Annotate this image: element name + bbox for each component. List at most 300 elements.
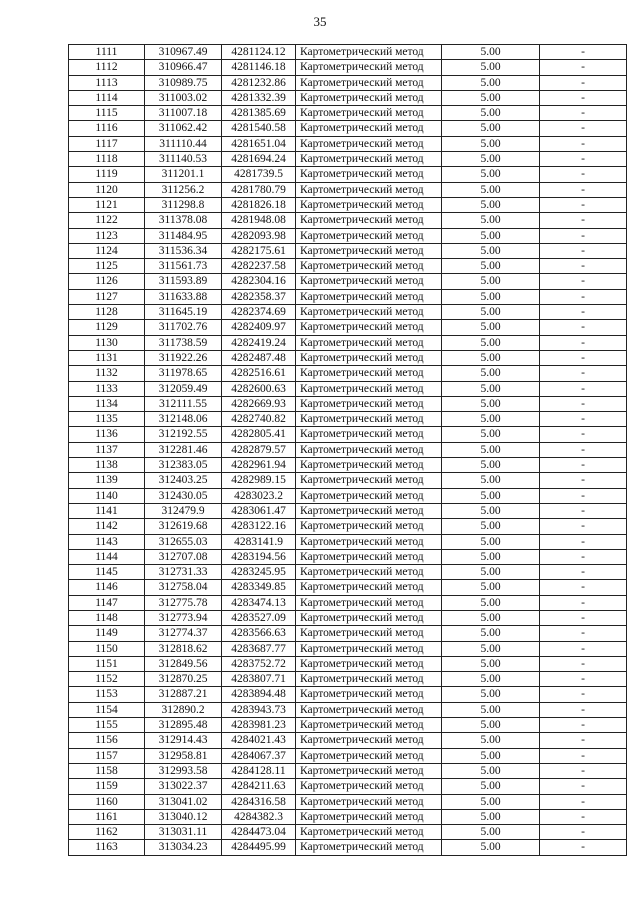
- cell-point-number: 1163: [69, 840, 145, 855]
- cell-y-coordinate: 4284067.37: [222, 748, 296, 763]
- cell-point-number: 1134: [69, 396, 145, 411]
- table-row: [69, 565, 627, 580]
- cell-note: -: [540, 503, 627, 518]
- table-row: [69, 152, 627, 167]
- cell-accuracy: 5.00: [442, 641, 540, 656]
- cell-method: Картометрический метод: [296, 809, 442, 824]
- cell-x-coordinate: 311298.8: [145, 197, 222, 212]
- cell-x-coordinate: 312890.2: [145, 702, 222, 717]
- cell-accuracy: 5.00: [442, 427, 540, 442]
- table-row: [69, 396, 627, 411]
- cell-x-coordinate: 312148.06: [145, 412, 222, 427]
- cell-x-coordinate: 311256.2: [145, 182, 222, 197]
- cell-note: -: [540, 488, 627, 503]
- table-row: [69, 656, 627, 671]
- cell-note: -: [540, 458, 627, 473]
- cell-y-coordinate: 4282961.94: [222, 458, 296, 473]
- cell-x-coordinate: 312479.9: [145, 503, 222, 518]
- cell-x-coordinate: 313040.12: [145, 809, 222, 824]
- cell-note: -: [540, 549, 627, 564]
- cell-accuracy: 5.00: [442, 228, 540, 243]
- cell-x-coordinate: 311062.42: [145, 121, 222, 136]
- table-row: [69, 381, 627, 396]
- cell-point-number: 1136: [69, 427, 145, 442]
- cell-x-coordinate: 312111.55: [145, 396, 222, 411]
- table-row: [69, 213, 627, 228]
- cell-point-number: 1150: [69, 641, 145, 656]
- table-row: [69, 794, 627, 809]
- cell-accuracy: 5.00: [442, 381, 540, 396]
- cell-y-coordinate: 4282093.98: [222, 228, 296, 243]
- cell-accuracy: 5.00: [442, 121, 540, 136]
- cell-method: Картометрический метод: [296, 687, 442, 702]
- cell-accuracy: 5.00: [442, 672, 540, 687]
- cell-method: Картометрический метод: [296, 243, 442, 258]
- cell-point-number: 1160: [69, 794, 145, 809]
- cell-method: Картометрический метод: [296, 197, 442, 212]
- cell-x-coordinate: 311738.59: [145, 335, 222, 350]
- table-row: [69, 259, 627, 274]
- cell-y-coordinate: 4282669.93: [222, 396, 296, 411]
- cell-point-number: 1157: [69, 748, 145, 763]
- cell-point-number: 1122: [69, 213, 145, 228]
- cell-note: -: [540, 305, 627, 320]
- table-row: [69, 473, 627, 488]
- cell-note: -: [540, 396, 627, 411]
- cell-method: Картометрический метод: [296, 45, 442, 60]
- table-row: [69, 580, 627, 595]
- cell-method: Картометрический метод: [296, 366, 442, 381]
- cell-point-number: 1131: [69, 350, 145, 365]
- cell-method: Картометрический метод: [296, 335, 442, 350]
- cell-y-coordinate: 4281739.5: [222, 167, 296, 182]
- cell-accuracy: 5.00: [442, 687, 540, 702]
- cell-point-number: 1126: [69, 274, 145, 289]
- cell-point-number: 1151: [69, 656, 145, 671]
- table-row: [69, 335, 627, 350]
- table-row: [69, 809, 627, 824]
- cell-point-number: 1158: [69, 763, 145, 778]
- cell-y-coordinate: 4281385.69: [222, 106, 296, 121]
- cell-accuracy: 5.00: [442, 45, 540, 60]
- cell-y-coordinate: 4282600.63: [222, 381, 296, 396]
- cell-note: -: [540, 381, 627, 396]
- table-row: [69, 748, 627, 763]
- cell-point-number: 1123: [69, 228, 145, 243]
- coordinates-table-body: [69, 45, 627, 856]
- cell-point-number: 1116: [69, 121, 145, 136]
- cell-accuracy: 5.00: [442, 458, 540, 473]
- cell-method: Картометрический метод: [296, 167, 442, 182]
- cell-x-coordinate: 311536.34: [145, 243, 222, 258]
- table-row: [69, 197, 627, 212]
- cell-accuracy: 5.00: [442, 366, 540, 381]
- cell-method: Картометрический метод: [296, 825, 442, 840]
- cell-y-coordinate: 4283349.85: [222, 580, 296, 595]
- cell-y-coordinate: 4281826.18: [222, 197, 296, 212]
- table-row: [69, 549, 627, 564]
- cell-method: Картометрический метод: [296, 75, 442, 90]
- cell-method: Картометрический метод: [296, 763, 442, 778]
- cell-x-coordinate: 311633.88: [145, 289, 222, 304]
- cell-accuracy: 5.00: [442, 305, 540, 320]
- cell-accuracy: 5.00: [442, 656, 540, 671]
- cell-note: -: [540, 121, 627, 136]
- cell-method: Картометрический метод: [296, 565, 442, 580]
- cell-x-coordinate: 312775.78: [145, 595, 222, 610]
- cell-note: -: [540, 45, 627, 60]
- cell-y-coordinate: 4283245.95: [222, 565, 296, 580]
- cell-y-coordinate: 4282175.61: [222, 243, 296, 258]
- cell-accuracy: 5.00: [442, 274, 540, 289]
- cell-x-coordinate: 312707.08: [145, 549, 222, 564]
- cell-y-coordinate: 4282487.48: [222, 350, 296, 365]
- cell-point-number: 1156: [69, 733, 145, 748]
- table-row: [69, 458, 627, 473]
- cell-x-coordinate: 310989.75: [145, 75, 222, 90]
- cell-point-number: 1144: [69, 549, 145, 564]
- cell-point-number: 1145: [69, 565, 145, 580]
- table-row: [69, 75, 627, 90]
- cell-point-number: 1127: [69, 289, 145, 304]
- cell-y-coordinate: 4283807.71: [222, 672, 296, 687]
- table-row: [69, 763, 627, 778]
- cell-y-coordinate: 4282304.16: [222, 274, 296, 289]
- cell-note: -: [540, 626, 627, 641]
- cell-point-number: 1141: [69, 503, 145, 518]
- cell-point-number: 1153: [69, 687, 145, 702]
- cell-x-coordinate: 311593.89: [145, 274, 222, 289]
- cell-y-coordinate: 4283061.47: [222, 503, 296, 518]
- cell-note: -: [540, 779, 627, 794]
- cell-x-coordinate: 311645.19: [145, 305, 222, 320]
- cell-accuracy: 5.00: [442, 565, 540, 580]
- cell-y-coordinate: 4281124.12: [222, 45, 296, 60]
- table-row: [69, 243, 627, 258]
- cell-x-coordinate: 311201.1: [145, 167, 222, 182]
- cell-method: Картометрический метод: [296, 412, 442, 427]
- cell-y-coordinate: 4283122.16: [222, 519, 296, 534]
- cell-method: Картометрический метод: [296, 595, 442, 610]
- cell-method: Картометрический метод: [296, 305, 442, 320]
- cell-note: -: [540, 794, 627, 809]
- cell-point-number: 1152: [69, 672, 145, 687]
- table-row: [69, 840, 627, 855]
- cell-x-coordinate: 313031.11: [145, 825, 222, 840]
- cell-point-number: 1143: [69, 534, 145, 549]
- cell-point-number: 1159: [69, 779, 145, 794]
- cell-method: Картометрический метод: [296, 274, 442, 289]
- table-row: [69, 90, 627, 105]
- cell-note: -: [540, 90, 627, 105]
- cell-x-coordinate: 312993.58: [145, 763, 222, 778]
- cell-y-coordinate: 4283474.13: [222, 595, 296, 610]
- table-row: [69, 60, 627, 75]
- cell-accuracy: 5.00: [442, 259, 540, 274]
- cell-point-number: 1128: [69, 305, 145, 320]
- cell-method: Картометрический метод: [296, 672, 442, 687]
- cell-note: -: [540, 442, 627, 457]
- table-row: [69, 641, 627, 656]
- cell-point-number: 1130: [69, 335, 145, 350]
- cell-note: -: [540, 687, 627, 702]
- cell-note: -: [540, 534, 627, 549]
- cell-accuracy: 5.00: [442, 289, 540, 304]
- cell-accuracy: 5.00: [442, 748, 540, 763]
- cell-y-coordinate: 4283566.63: [222, 626, 296, 641]
- cell-note: -: [540, 320, 627, 335]
- cell-point-number: 1142: [69, 519, 145, 534]
- table-row: [69, 488, 627, 503]
- table-row: [69, 366, 627, 381]
- cell-y-coordinate: 4281948.08: [222, 213, 296, 228]
- cell-accuracy: 5.00: [442, 503, 540, 518]
- cell-note: -: [540, 243, 627, 258]
- cell-x-coordinate: 312430.05: [145, 488, 222, 503]
- cell-y-coordinate: 4283981.23: [222, 718, 296, 733]
- cell-method: Картометрический метод: [296, 213, 442, 228]
- cell-method: Картометрический метод: [296, 733, 442, 748]
- cell-accuracy: 5.00: [442, 243, 540, 258]
- table-row: [69, 289, 627, 304]
- cell-x-coordinate: 312619.68: [145, 519, 222, 534]
- table-row: [69, 274, 627, 289]
- cell-note: -: [540, 519, 627, 534]
- cell-method: Картометрический метод: [296, 626, 442, 641]
- cell-accuracy: 5.00: [442, 335, 540, 350]
- cell-y-coordinate: 4281146.18: [222, 60, 296, 75]
- cell-point-number: 1146: [69, 580, 145, 595]
- cell-y-coordinate: 4284382.3: [222, 809, 296, 824]
- cell-note: -: [540, 259, 627, 274]
- cell-x-coordinate: 311007.18: [145, 106, 222, 121]
- cell-note: -: [540, 106, 627, 121]
- cell-point-number: 1162: [69, 825, 145, 840]
- cell-point-number: 1114: [69, 90, 145, 105]
- table-row: [69, 167, 627, 182]
- cell-note: -: [540, 565, 627, 580]
- cell-accuracy: 5.00: [442, 167, 540, 182]
- table-row: [69, 228, 627, 243]
- cell-x-coordinate: 312774.37: [145, 626, 222, 641]
- cell-x-coordinate: 310966.47: [145, 60, 222, 75]
- cell-note: -: [540, 809, 627, 824]
- cell-method: Картометрический метод: [296, 136, 442, 151]
- cell-point-number: 1132: [69, 366, 145, 381]
- cell-y-coordinate: 4282358.37: [222, 289, 296, 304]
- cell-method: Картометрический метод: [296, 840, 442, 855]
- table-row: [69, 412, 627, 427]
- cell-method: Картометрический метод: [296, 106, 442, 121]
- cell-point-number: 1115: [69, 106, 145, 121]
- cell-x-coordinate: 312895.48: [145, 718, 222, 733]
- cell-method: Картометрический метод: [296, 519, 442, 534]
- cell-method: Картометрический метод: [296, 702, 442, 717]
- table-row: [69, 427, 627, 442]
- cell-x-coordinate: 311922.26: [145, 350, 222, 365]
- cell-y-coordinate: 4282409.97: [222, 320, 296, 335]
- cell-accuracy: 5.00: [442, 412, 540, 427]
- cell-accuracy: 5.00: [442, 197, 540, 212]
- cell-accuracy: 5.00: [442, 549, 540, 564]
- cell-method: Картометрический метод: [296, 794, 442, 809]
- cell-method: Картометрический метод: [296, 503, 442, 518]
- cell-method: Картометрический метод: [296, 259, 442, 274]
- cell-accuracy: 5.00: [442, 718, 540, 733]
- cell-point-number: 1149: [69, 626, 145, 641]
- cell-accuracy: 5.00: [442, 840, 540, 855]
- cell-point-number: 1147: [69, 595, 145, 610]
- cell-point-number: 1118: [69, 152, 145, 167]
- cell-note: -: [540, 840, 627, 855]
- cell-accuracy: 5.00: [442, 779, 540, 794]
- cell-method: Картометрический метод: [296, 473, 442, 488]
- cell-x-coordinate: 312870.25: [145, 672, 222, 687]
- cell-point-number: 1133: [69, 381, 145, 396]
- coordinates-table: [68, 44, 627, 856]
- cell-note: -: [540, 580, 627, 595]
- cell-note: -: [540, 60, 627, 75]
- cell-point-number: 1154: [69, 702, 145, 717]
- cell-x-coordinate: 312655.03: [145, 534, 222, 549]
- cell-accuracy: 5.00: [442, 90, 540, 105]
- cell-y-coordinate: 4283894.48: [222, 687, 296, 702]
- cell-point-number: 1148: [69, 610, 145, 625]
- cell-note: -: [540, 335, 627, 350]
- table-row: [69, 687, 627, 702]
- cell-note: -: [540, 167, 627, 182]
- cell-accuracy: 5.00: [442, 473, 540, 488]
- cell-y-coordinate: 4281332.39: [222, 90, 296, 105]
- cell-x-coordinate: 311561.73: [145, 259, 222, 274]
- cell-y-coordinate: 4281651.04: [222, 136, 296, 151]
- table-row: [69, 442, 627, 457]
- cell-x-coordinate: 311978.65: [145, 366, 222, 381]
- cell-point-number: 1113: [69, 75, 145, 90]
- cell-method: Картометрический метод: [296, 580, 442, 595]
- cell-method: Картометрический метод: [296, 427, 442, 442]
- cell-x-coordinate: 311378.08: [145, 213, 222, 228]
- table-row: [69, 350, 627, 365]
- cell-note: -: [540, 366, 627, 381]
- cell-x-coordinate: 312887.21: [145, 687, 222, 702]
- cell-note: -: [540, 427, 627, 442]
- cell-method: Картометрический метод: [296, 289, 442, 304]
- cell-note: -: [540, 595, 627, 610]
- cell-accuracy: 5.00: [442, 488, 540, 503]
- cell-point-number: 1135: [69, 412, 145, 427]
- cell-method: Картометрический метод: [296, 779, 442, 794]
- table-row: [69, 121, 627, 136]
- cell-note: -: [540, 75, 627, 90]
- table-row: [69, 626, 627, 641]
- cell-method: Картометрический метод: [296, 549, 442, 564]
- cell-point-number: 1138: [69, 458, 145, 473]
- cell-x-coordinate: 311110.44: [145, 136, 222, 151]
- cell-y-coordinate: 4284021.43: [222, 733, 296, 748]
- cell-note: -: [540, 656, 627, 671]
- cell-y-coordinate: 4282740.82: [222, 412, 296, 427]
- table-row: [69, 779, 627, 794]
- cell-point-number: 1112: [69, 60, 145, 75]
- cell-x-coordinate: 311484.95: [145, 228, 222, 243]
- cell-method: Картометрический метод: [296, 718, 442, 733]
- cell-x-coordinate: 312403.25: [145, 473, 222, 488]
- cell-x-coordinate: 312731.33: [145, 565, 222, 580]
- cell-x-coordinate: 312192.55: [145, 427, 222, 442]
- cell-point-number: 1121: [69, 197, 145, 212]
- cell-method: Картометрический метод: [296, 641, 442, 656]
- cell-method: Картометрический метод: [296, 152, 442, 167]
- cell-point-number: 1161: [69, 809, 145, 824]
- cell-note: -: [540, 182, 627, 197]
- cell-y-coordinate: 4284473.04: [222, 825, 296, 840]
- table-row: [69, 595, 627, 610]
- cell-accuracy: 5.00: [442, 580, 540, 595]
- cell-method: Картометрический метод: [296, 534, 442, 549]
- cell-method: Картометрический метод: [296, 350, 442, 365]
- cell-note: -: [540, 350, 627, 365]
- table-row: [69, 305, 627, 320]
- cell-note: -: [540, 473, 627, 488]
- cell-y-coordinate: 4284128.11: [222, 763, 296, 778]
- cell-point-number: 1129: [69, 320, 145, 335]
- cell-y-coordinate: 4283023.2: [222, 488, 296, 503]
- cell-note: -: [540, 152, 627, 167]
- cell-point-number: 1120: [69, 182, 145, 197]
- cell-x-coordinate: 312281.46: [145, 442, 222, 457]
- cell-note: -: [540, 228, 627, 243]
- cell-accuracy: 5.00: [442, 182, 540, 197]
- table-row: [69, 106, 627, 121]
- cell-point-number: 1137: [69, 442, 145, 457]
- cell-accuracy: 5.00: [442, 442, 540, 457]
- table-row: [69, 320, 627, 335]
- cell-point-number: 1139: [69, 473, 145, 488]
- cell-method: Картометрический метод: [296, 60, 442, 75]
- cell-method: Картометрический метод: [296, 381, 442, 396]
- cell-note: -: [540, 289, 627, 304]
- cell-method: Картометрический метод: [296, 748, 442, 763]
- cell-x-coordinate: 312958.81: [145, 748, 222, 763]
- table-row: [69, 825, 627, 840]
- cell-y-coordinate: 4284495.99: [222, 840, 296, 855]
- cell-accuracy: 5.00: [442, 794, 540, 809]
- cell-y-coordinate: 4282374.69: [222, 305, 296, 320]
- cell-x-coordinate: 312849.56: [145, 656, 222, 671]
- cell-y-coordinate: 4283687.77: [222, 641, 296, 656]
- cell-method: Картометрический метод: [296, 442, 442, 457]
- cell-y-coordinate: 4283141.9: [222, 534, 296, 549]
- cell-method: Картометрический метод: [296, 656, 442, 671]
- cell-note: -: [540, 610, 627, 625]
- cell-accuracy: 5.00: [442, 60, 540, 75]
- table-row: [69, 733, 627, 748]
- cell-x-coordinate: 312383.05: [145, 458, 222, 473]
- cell-y-coordinate: 4282805.41: [222, 427, 296, 442]
- cell-note: -: [540, 748, 627, 763]
- cell-y-coordinate: 4282419.24: [222, 335, 296, 350]
- cell-x-coordinate: 312758.04: [145, 580, 222, 595]
- cell-point-number: 1124: [69, 243, 145, 258]
- cell-y-coordinate: 4284316.58: [222, 794, 296, 809]
- table-row: [69, 503, 627, 518]
- cell-accuracy: 5.00: [442, 396, 540, 411]
- cell-x-coordinate: 312059.49: [145, 381, 222, 396]
- cell-x-coordinate: 313034.23: [145, 840, 222, 855]
- cell-note: -: [540, 702, 627, 717]
- cell-point-number: 1117: [69, 136, 145, 151]
